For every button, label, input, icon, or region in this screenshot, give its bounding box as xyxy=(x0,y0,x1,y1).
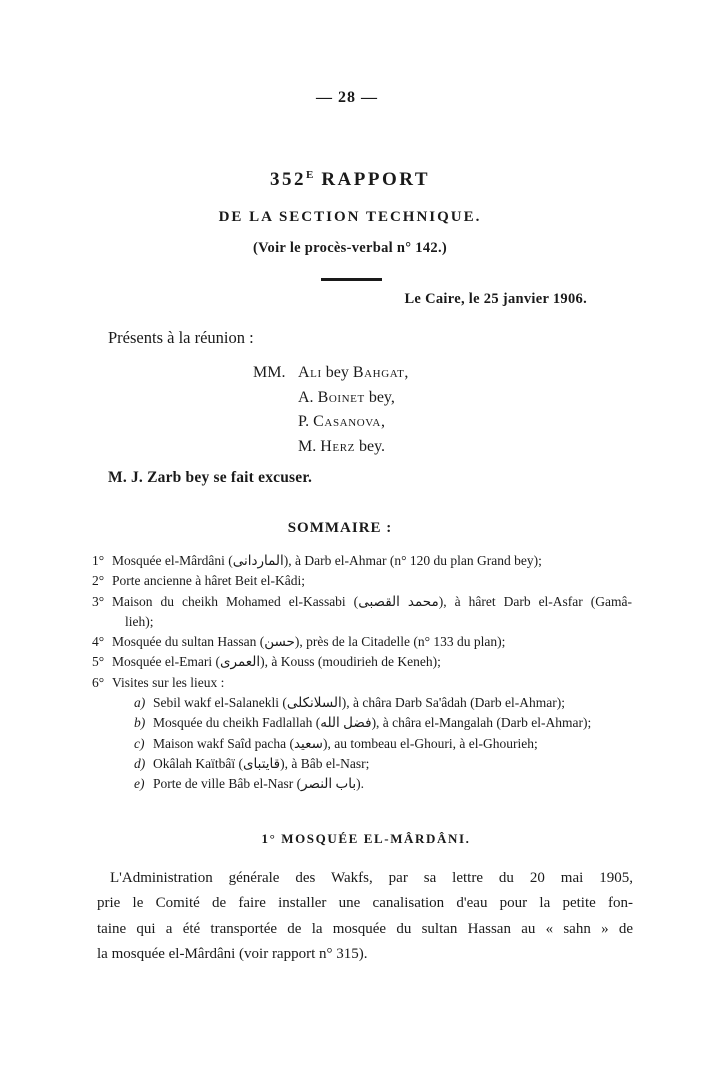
attendee-prefix xyxy=(253,386,298,411)
attendee-prefix xyxy=(253,410,298,435)
item-text: Porte ancienne à hâret Beit el-Kâdi; xyxy=(112,573,306,589)
sommaire-item xyxy=(92,592,632,612)
sommaire-item xyxy=(92,612,632,632)
sommaire-subitem xyxy=(134,754,632,774)
report-number-ordinal: E xyxy=(305,169,314,181)
section-heading: 1° MOSQUÉE EL-MÂRDÂNI. xyxy=(261,831,471,846)
attendee-name: P. Casanova, xyxy=(298,413,385,431)
attendance-intro: Présents à la réunion : xyxy=(108,328,254,347)
attendee-prefix: MM. xyxy=(253,364,286,381)
sommaire-subitem xyxy=(134,713,632,733)
item-number: d) xyxy=(134,755,146,771)
sommaire-item xyxy=(92,551,632,571)
paragraph-line: prie le Comité de faire installer une canalisation d'eau pour la petite fon- xyxy=(97,895,633,912)
item-number: a) xyxy=(134,695,146,711)
item-number: 6° xyxy=(92,674,105,690)
sommaire-subitem xyxy=(134,774,632,794)
report-word: RAPPORT xyxy=(321,169,430,190)
sommaire-subitem xyxy=(134,734,632,754)
report-number: 352 xyxy=(269,169,306,190)
item-text: Mosquée el-Mârdâni (الماردانى), à Darb el-Ahmar (n° 120 du plan Grand bey); xyxy=(112,553,542,568)
item-text: Okâlah Kaïtbâï (قايتباى), à Bâb el-Nasr; xyxy=(153,755,370,771)
excuse-line: M. J. Zarb bey se fait excuser. xyxy=(108,469,313,486)
item-number: b) xyxy=(134,715,146,731)
item-text: lieh); xyxy=(125,613,154,629)
sommaire-list xyxy=(92,551,632,795)
sommaire-item xyxy=(92,673,632,693)
attendee-prefix xyxy=(253,435,298,460)
item-text: Visites sur les lieux : xyxy=(112,674,225,690)
sommaire-item xyxy=(92,571,632,591)
paragraph-line: la mosquée el-Mârdâni (voir rapport n° 315). xyxy=(97,945,368,962)
page-number: — 28 — xyxy=(316,89,378,106)
item-text: Porte de ville Bâb el-Nasr (باب النصر). xyxy=(153,776,365,792)
item-number: 5° xyxy=(92,654,105,670)
section-paragraph xyxy=(97,866,633,967)
paragraph-line: taine qui a été transportée de la mosquée du sultan Hassan au « sahn » de xyxy=(97,920,633,937)
sommaire-heading: SOMMAIRE : xyxy=(287,520,393,536)
dateline: Le Caire, le 25 janvier 1906. xyxy=(404,291,587,307)
attendee-row xyxy=(253,435,408,460)
attendee-row xyxy=(253,361,408,386)
sommaire-item xyxy=(92,652,632,672)
item-number: 3° xyxy=(92,593,105,609)
report-subtitle: DE LA SECTION TECHNIQUE. xyxy=(218,209,482,225)
item-number: c) xyxy=(134,735,145,751)
item-text: Mosquée du cheikh Fadlallah (فضل الله), à châra el-Mangalah (Darb el-Ahmar); xyxy=(153,715,592,731)
item-text: Maison du cheikh Mohamed el-Kassabi (محمد القصبى), à hâret Darb el-Asfar (Gamâ- xyxy=(112,593,633,609)
sommaire-item xyxy=(92,632,632,652)
report-title xyxy=(0,169,700,191)
attendee-row xyxy=(253,410,408,435)
item-number: 2° xyxy=(92,573,105,589)
separator-rule xyxy=(321,278,382,281)
attendee-name: Ali bey Bahgat, xyxy=(298,364,409,381)
item-number: 4° xyxy=(92,634,105,650)
item-number xyxy=(92,612,112,632)
item-text: Sebil wakf el-Salanekli (السلانكلى), à châra Darb Sa'âdah (Darb el-Ahmar); xyxy=(153,695,565,711)
item-text: Mosquée el-Emari (العمرى), à Kouss (moudirieh de Keneh); xyxy=(112,654,441,670)
sommaire-subitem xyxy=(134,693,632,713)
attendee-row xyxy=(253,386,408,411)
attendee-name: M. Herz bey. xyxy=(298,438,386,456)
item-text: Maison wakf Saîd pacha (سعيد), au tombeau el-Ghouri, à el-Ghourieh; xyxy=(153,735,538,751)
attendee-list xyxy=(253,361,408,460)
item-number: 1° xyxy=(92,553,105,568)
attendee-name: A. Boinet bey, xyxy=(298,388,395,406)
paragraph-line: L'Administration générale des Wakfs, par sa lettre du 20 mai 1905, xyxy=(110,870,633,886)
item-text: Mosquée du sultan Hassan (حسن), près de la Citadelle (n° 133 du plan); xyxy=(112,634,506,650)
item-number: e) xyxy=(134,776,145,792)
reference-note: (Voir le procès-verbal n° 142.) xyxy=(252,240,448,256)
